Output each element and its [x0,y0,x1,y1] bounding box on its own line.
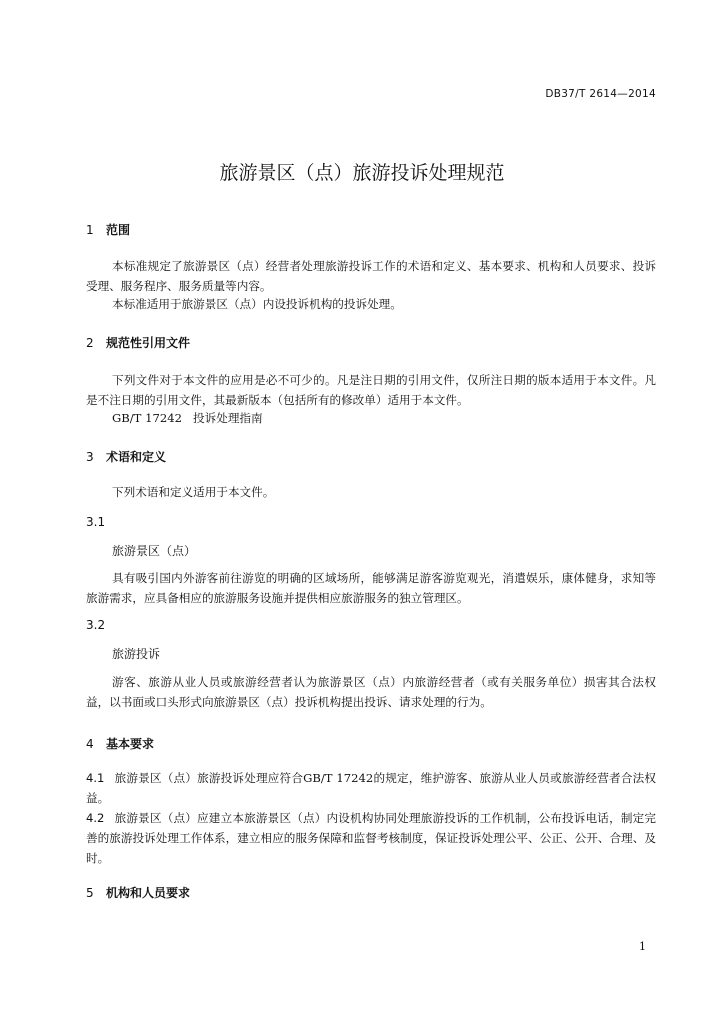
standard-code: DB37/T 2614—2014 [545,88,656,100]
page-number: 1 [639,940,646,953]
section-title: 基本要求 [106,737,155,751]
clause [86,768,656,808]
clause-text: 旅游景区（点）旅游投诉处理应符合GB/T 17242的规定，维护游客、旅游从业人员或旅游经营者合法权益。 [86,771,656,805]
section-number: 5 [86,886,94,900]
paragraph: 下列文件对于本文件的应用是必不可少的。凡是注日期的引用文件，仅所注日期的版本适用于本文件。凡是不注日期的引用文件，其最新版本（包括所有的修改单）适用于本文件。 [86,373,656,407]
section-heading-scope [86,221,130,238]
section-number: 4 [86,737,94,751]
paragraph: 本标准适用于旅游景区（点）内设投诉机构的投诉处理。 [112,297,402,311]
paragraph: 下列术语和定义适用于本文件。 [112,485,275,499]
section-number: 3 [86,450,94,464]
section-heading-normative-references [86,334,190,351]
section-number: 1 [86,223,94,237]
section-title: 范围 [106,223,131,237]
term-definition: 具有吸引国内外游客前往游览的明确的区域场所，能够满足游客游览观光，消遣娱乐，康体健身，求知等旅游需求，应具备相应的旅游服务设施并提供相应旅游服务的独立管理区。 [86,571,656,605]
paragraph: 本标准规定了旅游景区（点）经营者处理旅游投诉工作的术语和定义、基本要求、机构和人员要求、投诉受理、服务程序、服务质量等内容。 [86,259,656,293]
section-heading-basic-requirements [86,735,154,752]
section-title: 规范性引用文件 [106,336,191,350]
section-number: 2 [86,336,94,350]
page-title: 旅游景区（点）旅游投诉处理规范 [219,162,505,184]
section-title: 机构和人员要求 [106,886,191,900]
clause-text: 旅游景区（点）应建立本旅游景区（点）内设机构协同处理旅游投诉的工作机制，公布投诉电话，制定完善的旅游投诉处理工作体系，建立相应的服务保障和监督考核制度，保证投诉处理公平、公正、公开、合理、及时。 [86,811,656,865]
clause-number: 4.2 [86,811,105,825]
clause-number: 4.1 [86,771,105,785]
clause [86,808,656,868]
term-name: 旅游景区（点） [112,544,197,558]
term-number: 3.2 [86,618,106,632]
section-heading-terms-definitions [86,448,166,465]
section-title: 术语和定义 [106,450,167,464]
term-name: 旅游投诉 [112,647,161,661]
term-number: 3.1 [86,515,106,529]
reference-entry: GB/T 17242 投诉处理指南 [112,411,263,425]
section-heading-organization-personnel [86,884,190,901]
term-definition: 游客、旅游从业人员或旅游经营者认为旅游景区（点）内旅游经营者（或有关服务单位）损害其合法权益，以书面或口头形式向旅游景区（点）投诉机构提出投诉、请求处理的行为。 [86,675,656,709]
